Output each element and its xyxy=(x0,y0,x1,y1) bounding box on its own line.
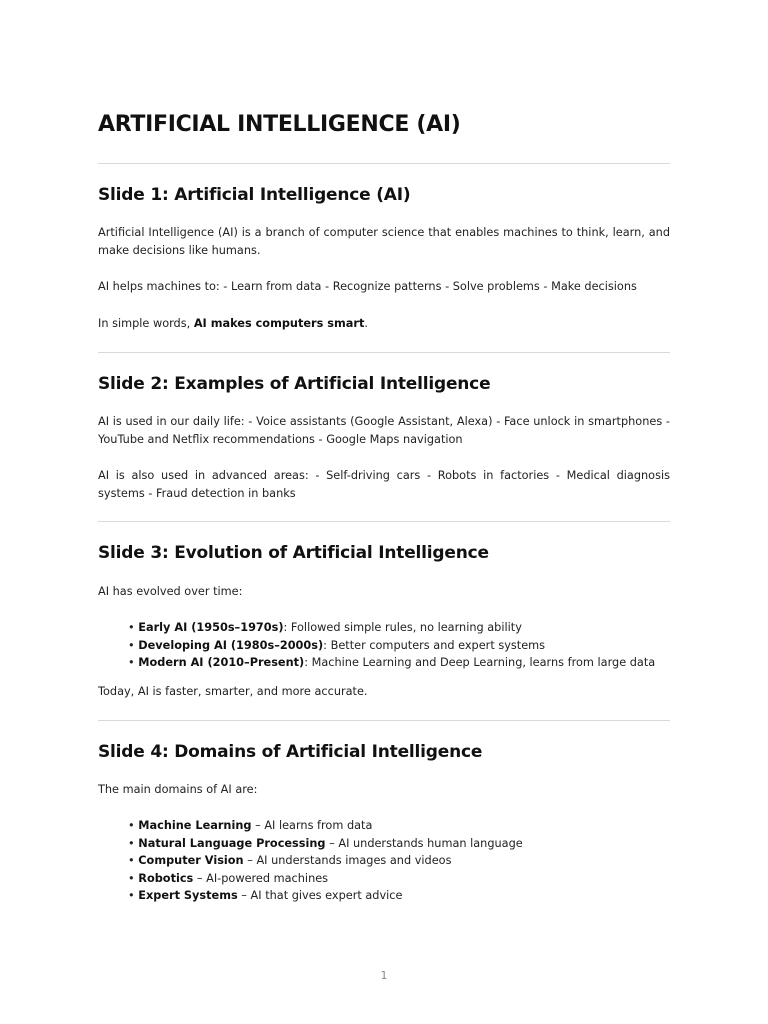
slide-3-list xyxy=(128,619,668,672)
bullet: • xyxy=(128,656,135,670)
list-item-term: Computer Vision xyxy=(138,854,244,868)
slide-2-paragraph-1: AI is used in our daily life: - Voice assistants (Google Assistant, Alexa) - Face unlock in smartphones - YouTube and Netflix recommendations - Google Maps navigation xyxy=(98,415,670,446)
page-number: 1 xyxy=(380,969,388,982)
text: In simple words, xyxy=(98,317,194,330)
document-title: ARTIFICIAL INTELLIGENCE (AI) xyxy=(98,112,461,137)
slide-3-title: Slide 3: Evolution of Artificial Intelligence xyxy=(98,543,489,563)
list-item-term: Modern AI (2010–Present) xyxy=(138,656,305,670)
divider xyxy=(98,521,670,522)
list-item xyxy=(128,619,668,637)
slide-1-paragraph-1: Artificial Intelligence (AI) is a branch of computer science that enables machines to think, learn, and make decisions like humans. xyxy=(98,226,670,257)
list-item-desc: : Machine Learning and Deep Learning, learns from large data xyxy=(304,656,656,670)
slide-1-paragraph-3 xyxy=(98,315,670,333)
list-item-desc: : Followed simple rules, no learning ability xyxy=(283,621,522,634)
slide-2-title: Slide 2: Examples of Artificial Intelligence xyxy=(98,374,491,394)
list-item-term: Robotics xyxy=(138,871,194,885)
list-item-term: Developing AI (1980s–2000s) xyxy=(138,638,324,652)
slide-2-paragraph-2: AI is also used in advanced areas: - Self-driving cars - Robots in factories - Medical diagnosis systems - Fraud detection in banks xyxy=(98,469,670,500)
text: . xyxy=(364,317,368,330)
list-item-term: Expert Systems xyxy=(138,889,238,903)
slide-4-list xyxy=(128,817,668,905)
bullet: • xyxy=(128,621,135,634)
divider xyxy=(98,720,670,721)
list-item xyxy=(128,887,668,905)
bullet: • xyxy=(128,854,135,868)
list-item-term: Machine Learning xyxy=(138,819,252,832)
list-item-term: Early AI (1950s–1970s) xyxy=(138,621,284,634)
list-item-desc: – AI understands images and videos xyxy=(243,854,452,868)
list-item-desc: – AI understands human language xyxy=(325,836,523,850)
list-item-desc: – AI-powered machines xyxy=(193,871,329,885)
list-item-term: Natural Language Processing xyxy=(138,836,326,850)
list-item xyxy=(128,852,668,870)
slide-3-outro: Today, AI is faster, smarter, and more accurate. xyxy=(98,685,368,698)
emphasis: AI makes computers smart xyxy=(193,317,365,330)
list-item xyxy=(128,835,668,853)
slide-1-title: Slide 1: Artificial Intelligence (AI) xyxy=(98,185,411,205)
list-item-desc: – AI that gives expert advice xyxy=(237,889,403,903)
bullet: • xyxy=(128,871,135,885)
list-item xyxy=(128,637,668,655)
divider xyxy=(98,352,670,353)
list-item-desc: : Better computers and expert systems xyxy=(323,638,546,652)
list-item xyxy=(128,654,668,672)
slide-3-intro: AI has evolved over time: xyxy=(98,585,243,598)
list-item xyxy=(128,817,668,835)
bullet: • xyxy=(128,889,135,903)
divider xyxy=(98,163,670,164)
bullet: • xyxy=(128,819,135,832)
bullet: • xyxy=(128,638,135,652)
list-item-desc: – AI learns from data xyxy=(251,819,373,832)
bullet: • xyxy=(128,836,135,850)
slide-1-paragraph-2: AI helps machines to: - Learn from data - Recognize patterns - Solve problems - Make decisions xyxy=(98,280,637,293)
list-item xyxy=(128,870,668,888)
slide-4-title: Slide 4: Domains of Artificial Intelligence xyxy=(98,742,483,762)
slide-4-intro: The main domains of AI are: xyxy=(98,783,258,796)
